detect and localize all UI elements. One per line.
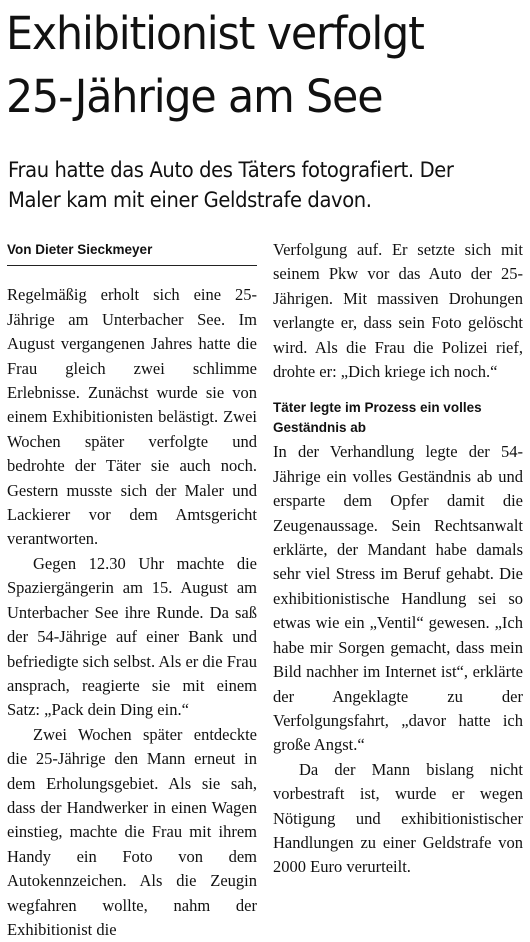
article-paragraph: Zwei Wochen später entdeckte die 25-Jährige den Mann erneut in dem Erholungsgebiet. Als sie sah, dass der Handwerker in einen Wagen einstieg, machte die Frau mit ihrem Handy ein Foto von dem Autokennzeichen. Als die Zeugin wegfahren wollte, nahm der Exhibitionist die <box>7 724 257 939</box>
article-paragraph: Verfolgung auf. Er setzte sich mit seinem Pkw vor das Auto der 25-Jährigen. Mit massiven Drohungen verlangte er, dass sein Foto gelöscht wird. Als die Frau die Polizei rief, drohte er: „Dich kriege ich noch.“ <box>273 240 523 382</box>
article-column-right <box>273 238 523 880</box>
article-paragraph: Regelmäßig erholt sich eine 25-Jährige am Unterbacher See. Im August vergangenen Jahres hatte die Frau gleich zwei schlimme Erlebnisse. Zunächst wurde sie von einem Exhibitionisten belästigt. Zwei Wochen später verfolgte und bedrohte der Täter sie auch noch. Gestern musste sich der Maler und Lackierer vor dem Amtsgericht verantworten. <box>7 285 257 549</box>
article-byline: Von Dieter Sieckmeyer <box>7 238 257 266</box>
article-subheadline: Frau hatte das Auto des Täters fotografiert. Der Maler kam mit einer Geldstrafe davon. <box>8 158 454 212</box>
article-column-left <box>7 238 257 942</box>
article-subheading: Täter legte im Prozess ein volles Geständnis ab <box>273 400 482 436</box>
article-headline: Exhibitionist verfolgt 25-Jährige am See <box>6 7 424 123</box>
article-paragraph: In der Verhandlung legte der 54-Jährige ein volles Geständnis ab und ersparte dem Opfer damit die Zeugenaussage. Sein Rechtsanwalt erklärte, der Mandant habe damals sehr viel Stress im Beruf gehabt. Die exhibitionistische Handlung sei so etwas wie ein „Ventil“ gewesen. „Ich habe mir Sorgen gemacht, dass mein Bild nachher im Internet ist“, erklärte der Angeklagte zu der Verfolgungsfahrt, „davor hatte ich große Angst.“ <box>273 442 523 755</box>
article-paragraph: Gegen 12.30 Uhr machte die Spaziergängerin am 15. August am Unterbacher See ihre Runde. Da saß der 54-Jährige auf einer Bank und befriedigte sich selbst. Als er die Frau ansprach, reagierte sie mit einem Satz: „Pack dein Ding ein.“ <box>7 553 257 720</box>
article-paragraph: Da der Mann bislang nicht vorbestraft ist, wurde er wegen Nötigung und exhibitionistischer Handlungen zu einer Geldstrafe von 2000 Euro verurteilt. <box>273 759 523 877</box>
